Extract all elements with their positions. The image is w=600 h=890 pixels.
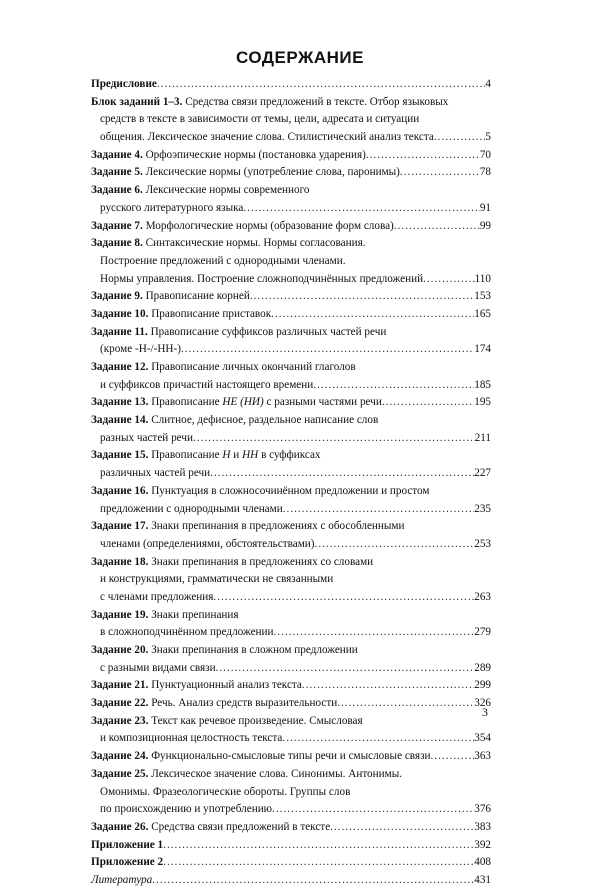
toc-line	[91, 76, 491, 94]
toc-line	[91, 801, 491, 819]
toc-entry-label: Задание 25.	[91, 767, 149, 780]
toc-line	[91, 854, 491, 872]
toc-page-number: 110	[474, 272, 491, 285]
toc-line	[91, 377, 491, 395]
toc-line	[91, 147, 491, 165]
dot-leader	[282, 730, 474, 748]
toc-page-number: 253	[474, 537, 491, 550]
toc-entry-text: в сложноподчинённом предложении	[100, 626, 274, 639]
dot-leader	[400, 164, 480, 182]
page-title: СОДЕРЖАНИЕ	[236, 48, 364, 67]
dot-leader	[250, 288, 474, 306]
toc-entry-text: Правописание суффиксов различных частей речи	[147, 325, 387, 338]
toc-line	[91, 677, 491, 695]
toc-page-number: 165	[474, 307, 491, 320]
toc-entry-text: и конструкциями, грамматически не связанными	[100, 573, 334, 586]
toc-page-number: 326	[474, 697, 491, 710]
toc-entry-text: Лексические нормы (употребление слова, паронимы)	[142, 166, 400, 179]
toc-line-text	[91, 394, 382, 412]
toc-line-text	[91, 766, 402, 784]
toc-page-number: 408	[474, 856, 491, 869]
toc-entry	[91, 447, 491, 482]
toc-line-text	[100, 271, 423, 289]
toc-entry-text: Средства связи предложений в тексте	[148, 820, 331, 833]
dot-leader	[315, 536, 475, 554]
toc-entry-text: Правописание корней	[142, 290, 250, 303]
toc-line-text	[91, 76, 157, 94]
toc-line-text	[91, 483, 430, 501]
toc-page-number: 5	[485, 131, 491, 144]
toc-line	[91, 501, 491, 519]
toc-page-number: 174	[474, 343, 491, 356]
toc-entry	[91, 713, 491, 748]
toc-page-number: 376	[474, 803, 491, 816]
toc-page-number: 263	[474, 590, 491, 603]
toc-line	[91, 624, 491, 642]
toc-line-text	[100, 730, 282, 748]
page-number: 3	[482, 705, 488, 719]
dot-leader	[382, 394, 474, 412]
dot-leader	[274, 624, 475, 642]
dot-leader	[283, 501, 475, 519]
toc-line-text	[91, 819, 330, 837]
toc-line-text	[91, 677, 302, 695]
dot-leader	[152, 872, 474, 890]
toc-entry-text: и	[230, 449, 243, 462]
toc-entry-text: предложении с однородными членами	[100, 502, 283, 515]
toc-line-text	[91, 147, 366, 165]
toc-line-text	[100, 624, 274, 642]
toc-page-number: 78	[479, 166, 491, 179]
dot-leader	[394, 218, 480, 236]
toc-entry-text: с разными видами связи	[100, 661, 216, 674]
toc-line	[91, 394, 491, 412]
toc-line-text	[100, 660, 216, 678]
toc-line-text	[100, 801, 272, 819]
toc-entry	[91, 412, 491, 447]
dot-leader	[271, 306, 474, 324]
dot-leader	[213, 589, 474, 607]
dot-leader	[423, 271, 475, 289]
toc-line	[91, 359, 491, 377]
toc-entry-label: Задание 9.	[91, 290, 143, 303]
toc-page-number: 354	[474, 732, 491, 745]
toc-line-text	[91, 218, 394, 236]
toc-line-text	[91, 554, 373, 572]
toc-line	[91, 784, 491, 802]
toc-line	[91, 554, 491, 572]
toc-entry-label: Приложение 2	[91, 856, 164, 869]
toc-line	[91, 447, 491, 465]
toc-line	[91, 129, 491, 147]
toc-line	[91, 164, 491, 182]
toc-entry-text: Синтаксические нормы. Нормы согласования.	[142, 237, 366, 250]
dot-leader	[431, 748, 475, 766]
toc-entry	[91, 642, 491, 677]
toc-page-number: 289	[474, 661, 491, 674]
toc-line-text	[100, 253, 346, 271]
toc-entry-text: Правописание приставок	[148, 307, 272, 320]
toc-entry	[91, 607, 491, 642]
toc-entry-label: Задание 23.	[91, 714, 149, 727]
toc-line-text	[91, 695, 337, 713]
toc-entry-text: общения. Лексическое значение слова. Стилистический анализ текста	[100, 131, 434, 144]
toc-line-text	[100, 111, 419, 129]
toc-line-text	[91, 872, 152, 890]
toc-line	[91, 218, 491, 236]
dot-leader	[313, 377, 474, 395]
toc-line-text	[91, 288, 250, 306]
toc-line	[91, 748, 491, 766]
toc-line-text	[100, 377, 313, 395]
toc-line-text	[91, 182, 310, 200]
toc-line	[91, 324, 491, 342]
toc-entry	[91, 218, 491, 236]
toc-entry-text: Знаки препинания в сложном предложении	[148, 644, 358, 656]
toc-line	[91, 536, 491, 554]
toc-entry-label: Задание 8.	[91, 237, 143, 250]
toc-entry	[91, 695, 491, 713]
toc-line	[91, 571, 491, 589]
toc-entry	[91, 483, 491, 518]
toc-line-text	[100, 501, 283, 519]
toc-line	[91, 306, 491, 324]
toc-line-text	[91, 306, 271, 324]
toc-line-text	[91, 359, 356, 377]
toc-entry-label: Задание 11.	[91, 325, 148, 338]
toc-entry-text: Н	[222, 449, 231, 462]
dot-leader	[163, 854, 474, 872]
toc-entry-label: Задание 21.	[91, 679, 149, 692]
toc-entry	[91, 147, 491, 165]
toc-entry-text: Лексические нормы современного	[142, 184, 310, 197]
toc-entry-text: Нормы управления. Построение сложноподчинённых предложений	[100, 272, 424, 285]
toc-entry-text: Правописание	[148, 449, 223, 462]
toc-entry-text: Слитное, дефисное, раздельное написание слов	[148, 414, 379, 427]
toc-entry-text: с разными частями речи	[263, 396, 382, 409]
toc-line	[91, 819, 491, 837]
toc-line-text	[100, 536, 315, 554]
toc-entry-label: Задание 10.	[91, 307, 149, 320]
toc-entry	[91, 554, 491, 607]
dot-leader	[330, 819, 474, 837]
toc-entry-label: Задание 18.	[91, 555, 149, 568]
toc-entry-label: Задание 22.	[91, 697, 149, 710]
dot-leader	[157, 76, 486, 94]
toc-page-number: 185	[474, 378, 491, 391]
toc-page-number: 279	[474, 626, 491, 639]
toc-entry-label: Блок заданий 1–3.	[91, 95, 183, 108]
toc-page-number: 299	[474, 679, 491, 692]
toc-line-text	[91, 837, 163, 855]
toc-entry-label: Задание 4.	[91, 148, 143, 161]
toc-entry-label: Задание 12.	[91, 361, 149, 373]
toc-entry-label: Задание 24.	[91, 750, 149, 763]
toc-line	[91, 253, 491, 271]
toc-line-text	[100, 784, 350, 802]
toc-line	[91, 872, 491, 890]
toc-line	[91, 200, 491, 218]
dot-leader	[210, 465, 474, 483]
toc-page-number: 153	[474, 290, 491, 303]
toc-page-number: 363	[474, 750, 491, 763]
toc-entry-text: Литература	[91, 873, 153, 886]
toc-page-number: 91	[479, 201, 491, 214]
toc-line-text	[91, 713, 363, 731]
toc-line-text	[91, 324, 386, 342]
toc-entry-text: Знаки препинания в предложениях с обособленными	[148, 520, 405, 533]
dot-leader	[193, 430, 475, 448]
toc-entry	[91, 872, 491, 890]
toc-line-text	[91, 854, 163, 872]
toc-entry-text: с членами предложения	[100, 590, 214, 603]
toc-line	[91, 412, 491, 430]
toc-entry-text: Орфоэпические нормы (постановка ударения)	[142, 148, 366, 161]
toc-entry	[91, 748, 491, 766]
toc-entry-text: Пунктуационный анализ текста	[148, 679, 302, 692]
toc-entry-label: Предисловие	[91, 78, 157, 90]
toc-entry	[91, 288, 491, 306]
toc-entry-text: Морфологические нормы (образование форм слова)	[142, 219, 394, 232]
toc-line	[91, 94, 491, 112]
toc-entry-text: Построение предложений с однородными членами.	[100, 254, 346, 267]
toc-entry-label: Задание 13.	[91, 396, 149, 409]
toc-entry	[91, 518, 491, 553]
toc-page-number: 4	[485, 78, 491, 90]
toc-entry-label: Задание 26.	[91, 820, 149, 833]
toc-line	[91, 341, 491, 359]
toc-line-text	[91, 235, 366, 253]
toc-entry-label: Задание 19.	[91, 608, 149, 621]
toc-line-text	[100, 200, 243, 218]
toc-line-text	[100, 465, 210, 483]
toc-line	[91, 589, 491, 607]
toc-entry-text: и суффиксов причастий настоящего времени	[100, 378, 314, 391]
toc-page-number: 70	[479, 148, 491, 161]
toc-entry-text: русского литературного языка	[100, 201, 244, 214]
toc-line-text	[91, 94, 448, 112]
dot-leader	[163, 837, 474, 855]
toc-line-text	[100, 430, 193, 448]
toc-entry-text: Правописание личных окончаний глаголов	[148, 361, 356, 373]
toc-entry	[91, 94, 491, 147]
toc-entry-label: Приложение 1	[91, 838, 164, 851]
dot-leader	[434, 129, 486, 147]
toc-entry-label: Задание 15.	[91, 449, 149, 462]
toc-entry-text: Омонимы. Фразеологические обороты. Группы слов	[100, 785, 351, 798]
toc-page-number: 99	[479, 219, 491, 232]
toc-entry	[91, 766, 491, 819]
toc-entry-text: Пунктуация в сложносочинённом предложении и простом	[148, 484, 430, 497]
dot-leader	[272, 801, 474, 819]
dot-leader	[243, 200, 479, 218]
toc-line-text	[91, 518, 404, 536]
toc-entry-text: по происхождению и употреблению	[100, 803, 273, 816]
toc-entry-text: Функционально-смысловые типы речи и смысловые связи	[148, 750, 431, 763]
toc-line	[91, 642, 491, 660]
toc-entry	[91, 76, 491, 94]
toc-page-number: 227	[474, 467, 491, 480]
toc-entry-text: Речь. Анализ средств выразительности	[148, 697, 338, 710]
toc-line	[91, 483, 491, 501]
toc-line-text	[100, 571, 333, 589]
toc-entry	[91, 854, 491, 872]
toc-entry	[91, 182, 491, 217]
toc-entry-text: Знаки препинания в предложениях со словами	[148, 555, 374, 568]
toc-entry	[91, 235, 491, 288]
dot-leader	[181, 341, 474, 359]
toc-entry-text: Знаки препинания	[148, 608, 239, 621]
toc-line-text	[91, 412, 378, 430]
toc-entry	[91, 359, 491, 394]
toc-entry	[91, 677, 491, 695]
toc-page-number: 431	[474, 873, 491, 886]
toc-line-text	[100, 589, 213, 607]
dot-leader	[216, 660, 475, 678]
toc-line	[91, 837, 491, 855]
toc-line	[91, 713, 491, 731]
toc-line-text	[91, 164, 400, 182]
toc-line	[91, 730, 491, 748]
toc-entry	[91, 819, 491, 837]
toc-entry	[91, 164, 491, 182]
toc-entry-text: НН	[242, 449, 259, 462]
toc-entry-text: разных частей речи	[100, 431, 193, 444]
toc-line	[91, 766, 491, 784]
dot-leader	[302, 677, 474, 695]
toc-line	[91, 182, 491, 200]
toc-entry-text: Средства связи предложений в тексте. Отбор языковых	[182, 95, 449, 108]
toc-entry-label: Задание 14.	[91, 414, 149, 427]
dot-leader	[366, 147, 480, 165]
toc-line	[91, 271, 491, 289]
toc-line-text	[91, 642, 358, 660]
toc-entry-text: (кроме -Н-/-НН-)	[100, 343, 181, 356]
toc-entry-label: Задание 6.	[91, 184, 143, 197]
toc-entry-text: Текст как речевое произведение. Смысловая	[148, 714, 363, 727]
table-of-contents	[91, 76, 491, 890]
toc-line	[91, 430, 491, 448]
toc-page-number: 211	[474, 431, 491, 444]
toc-entry-label: Задание 16.	[91, 484, 149, 497]
toc-entry-text: различных частей речи	[100, 467, 211, 480]
toc-entry-label: Задание 20.	[91, 644, 149, 656]
toc-line	[91, 111, 491, 129]
toc-line-text	[91, 447, 321, 465]
toc-line	[91, 518, 491, 536]
toc-line-text	[91, 607, 239, 625]
toc-line-text	[91, 748, 431, 766]
toc-page-number: 235	[474, 502, 491, 515]
toc-line	[91, 607, 491, 625]
toc-line	[91, 660, 491, 678]
toc-entry-text: и композиционная целостность текста	[100, 732, 283, 745]
toc-line	[91, 288, 491, 306]
toc-line	[91, 235, 491, 253]
toc-entry-label: Задание 7.	[91, 219, 143, 232]
toc-entry	[91, 837, 491, 855]
toc-entry-text: в суффиксах	[258, 449, 321, 462]
toc-entry-text: членами (определениями, обстоятельствами)	[100, 537, 315, 550]
toc-entry-text: НЕ (НИ)	[222, 396, 264, 409]
toc-line-text	[100, 341, 181, 359]
toc-line-text	[100, 129, 434, 147]
toc-entry-text: Лексическое значение слова. Синонимы. Антонимы.	[148, 767, 403, 780]
toc-page-number: 392	[474, 838, 491, 851]
toc-page-number: 195	[474, 396, 491, 409]
toc-entry-label: Задание 5.	[91, 166, 143, 179]
toc-entry-text: средств в тексте в зависимости от темы, цели, адресата и ситуации	[100, 113, 420, 126]
toc-entry-label: Задание 17.	[91, 520, 149, 533]
toc-entry	[91, 306, 491, 324]
dot-leader	[337, 695, 474, 713]
toc-entry	[91, 394, 491, 412]
toc-entry	[91, 324, 491, 359]
toc-line	[91, 465, 491, 483]
toc-page-number: 383	[474, 820, 491, 833]
toc-entry-text: Правописание	[148, 396, 223, 409]
toc-line	[91, 695, 491, 713]
